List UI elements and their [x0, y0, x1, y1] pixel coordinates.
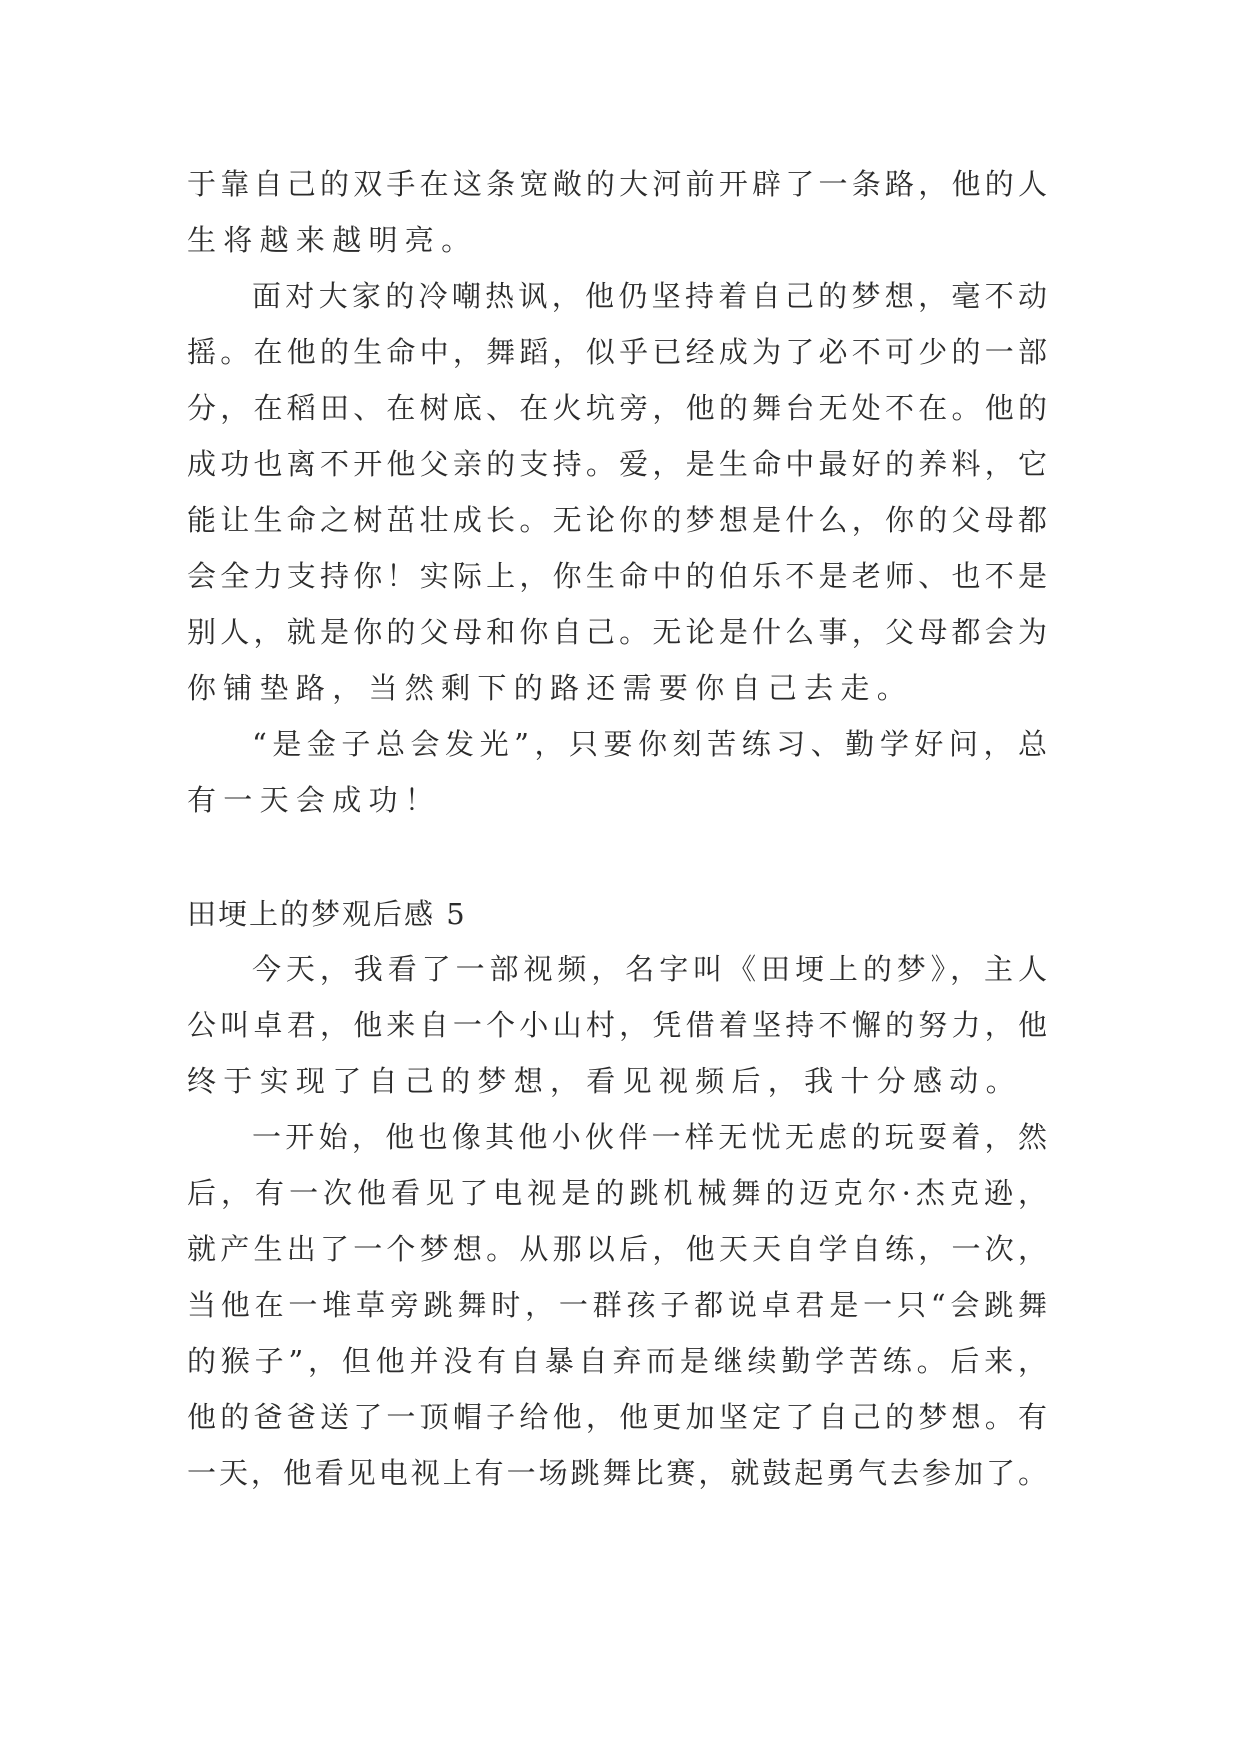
- paragraph-line: 会全力支持你！实际上，你生命中的伯乐不是老师、也不是: [187, 559, 1047, 593]
- paragraph-line: 终于实现了自己的梦想，看见视频后，我十分感动。: [187, 1064, 1022, 1098]
- paragraph-line: 他的爸爸送了一顶帽子给他，他更加坚定了自己的梦想。有: [187, 1400, 1047, 1434]
- paragraph-line: 一天，他看见电视上有一场跳舞比赛，就鼓起勇气去参加了。: [187, 1456, 1047, 1490]
- paragraph-line: 能让生命之树茁壮成长。无论你的梦想是什么，你的父母都: [187, 503, 1047, 537]
- paragraph-line: 公叫卓君，他来自一个小山村，凭借着坚持不懈的努力，他: [187, 1008, 1047, 1042]
- paragraph-line: 成功也离不开他父亲的支持。爱，是生命中最好的养料，它: [187, 447, 1047, 481]
- paragraph-line: “是金子总会发光”，只要你刻苦练习、勤学好问，总: [252, 727, 1047, 761]
- paragraph-line: 的猴子”，但他并没有自暴自弃而是继续勤学苦练。后来，: [187, 1344, 1047, 1378]
- paragraph-line: 后，有一次他看见了电视是的跳机械舞的迈克尔·杰克逊，: [187, 1176, 1047, 1210]
- paragraph-line: 摇。在他的生命中，舞蹈，似乎已经成为了必不可少的一部: [187, 335, 1047, 369]
- paragraph-line: 今天，我看了一部视频，名字叫《田埂上的梦》，主人: [252, 952, 1047, 986]
- paragraph-line: 有一天会成功！: [187, 783, 442, 817]
- paragraph-line: 就产生出了一个梦想。从那以后，他天天自学自练，一次，: [187, 1232, 1047, 1266]
- paragraph-line: 你铺垫路，当然剩下的路还需要你自己去走。: [187, 671, 914, 705]
- paragraph-line: 别人，就是你的父母和你自己。无论是什么事，父母都会为: [187, 615, 1047, 649]
- paragraph-line: 面对大家的冷嘲热讽，他仍坚持着自己的梦想，毫不动: [252, 279, 1047, 313]
- paragraph-line: 分，在稻田、在树底、在火坑旁，他的舞台无处不在。他的: [187, 391, 1047, 425]
- section-title: 田埂上的梦观后感 5: [187, 897, 467, 931]
- paragraph-line: 生将越来越明亮。: [187, 223, 478, 257]
- paragraph-line: 于靠自己的双手在这条宽敞的大河前开辟了一条路，他的人: [187, 167, 1047, 201]
- paragraph-line: 一开始，他也像其他小伙伴一样无忧无虑的玩耍着，然: [252, 1120, 1047, 1154]
- paragraph-line: 当他在一堆草旁跳舞时，一群孩子都说卓君是一只“会跳舞: [187, 1288, 1047, 1322]
